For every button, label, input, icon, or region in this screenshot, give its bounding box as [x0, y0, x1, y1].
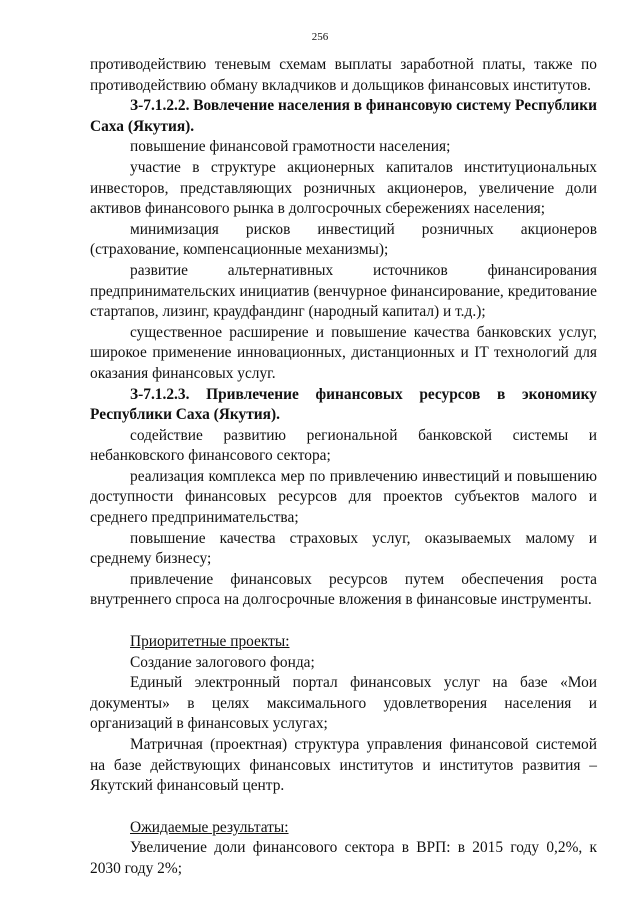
page-number: 256: [311, 31, 329, 43]
list-item: привлечение финансовых ресурсов путем обеспечения роста внутреннего спроса на долгосрочные вложения в финансовые инструменты.: [90, 570, 597, 609]
list-item: повышение финансовой грамотности населения;: [130, 138, 451, 156]
spacer: [90, 611, 597, 632]
priority-projects-heading: [90, 632, 597, 653]
list-item: участие в структуре акционерных капиталов институциональных инвесторов, представляющих розничных акционеров, увеличение доли активов финансового рынка в долгосрочных сбережениях населения;: [90, 158, 597, 218]
expected-results-label: Ожидаемые результаты:: [130, 818, 289, 836]
paragraph-intro: противодействию теневым схемам выплаты заработной платы, также по противодействию обману вкладчиков и дольщиков финансовых институтов.: [90, 56, 597, 94]
list-item: Матричная (проектная) структура управления финансовой системой на базе действующих финансовых институтов и институтов развития – Якутский финансовый центр.: [90, 736, 597, 795]
section-heading-3-7-1-2-2: З-7.1.2.2. Вовлечение населения в финансовую систему Республики Саха (Якутия).: [90, 97, 597, 135]
list-item: Увеличение доли финансового сектора в ВРП: в 2015 году 0,2%, к 2030 году 2%;: [90, 839, 597, 877]
document-body: [90, 55, 597, 880]
list-item: существенное расширение и повышение качества банковских услуг, широкое применение инновационных, дистанционных и IT технологий для оказания финансовых услуг.: [90, 323, 597, 382]
list-item: реализация комплекса мер по привлечению инвестиций и повышению доступности финансовых ресурсов для проектов субъектов малого и среднего предпринимательства;: [90, 467, 597, 527]
list-item: повышение качества страховых услуг, оказываемых малому и среднему бизнесу;: [90, 529, 597, 568]
section-heading-3-7-1-2-3: З-7.1.2.3. Привлечение финансовых ресурсов в экономику Республики Саха (Якутия).: [90, 385, 597, 424]
priority-projects-label: Приоритетные проекты:: [130, 633, 290, 651]
list-item: Единый электронный портал финансовых услуг на базе «Мои документы» в целях максимального удовлетворения населения и организаций в финансовых услугах;: [90, 674, 597, 733]
expected-results-heading: [90, 818, 597, 839]
list-item: развитие альтернативных источников финансирования предпринимательских инициатив (венчурное финансирование, кредитование стартапов, лизинг, краудфандинг (народный капитал) и т.д.);: [90, 261, 597, 321]
list-item: минимизация рисков инвестиций розничных акционеров (страхование, компенсационные механизмы);: [90, 220, 597, 259]
spacer: [90, 797, 597, 818]
list-item: Создание залогового фонда;: [130, 653, 315, 671]
list-item: содействие развитию региональной банковской системы и небанковского финансового сектора;: [90, 426, 597, 465]
